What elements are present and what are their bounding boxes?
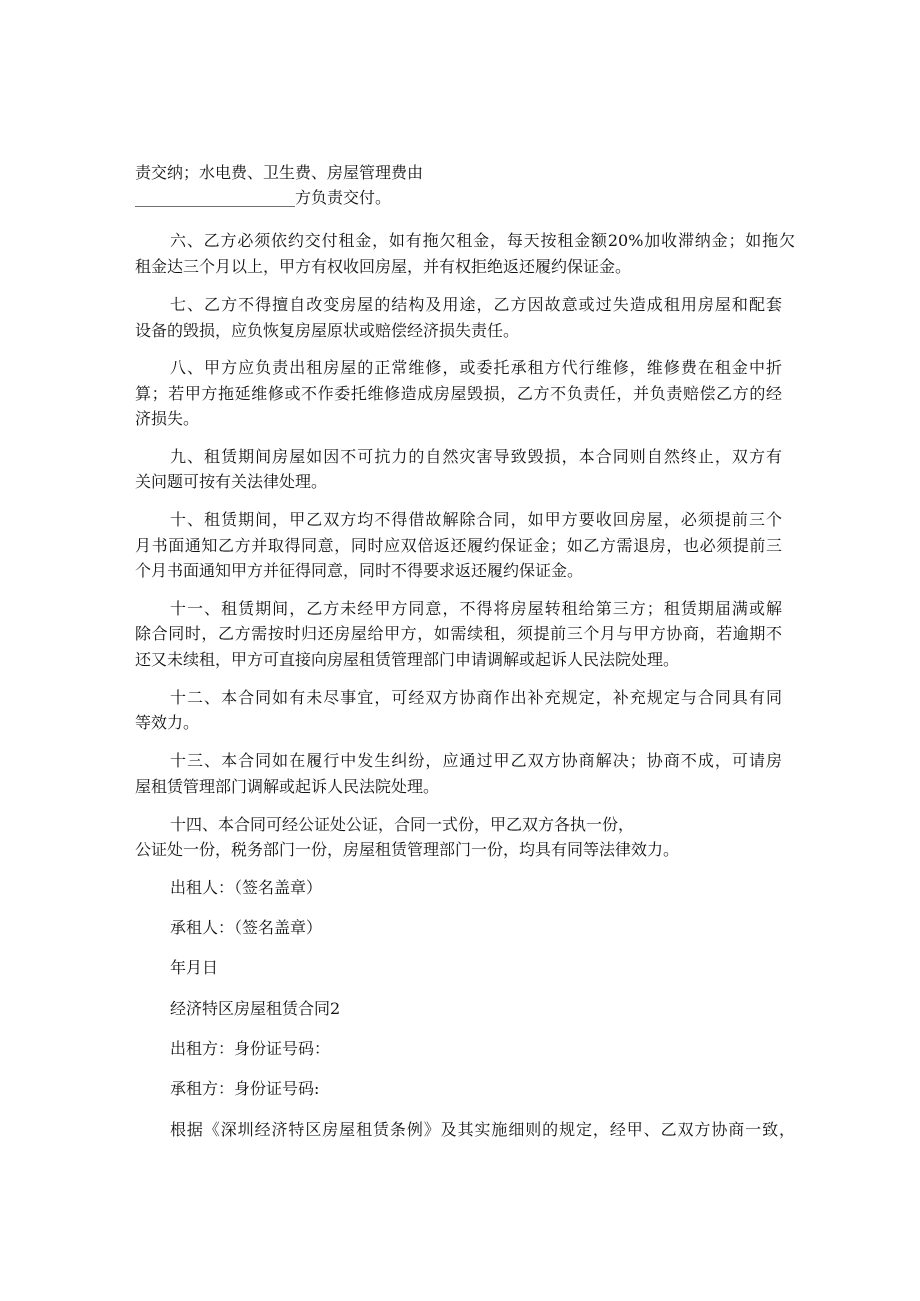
text-line: 七、乙方不得擅自改变房屋的结构及用途，乙方因故意或过失造成租用房屋和配套 xyxy=(170,295,782,314)
lessee-signature-line: 承租人：（签名盖章） xyxy=(170,918,323,937)
text-line: 责交纳；水电费、卫生费、房屋管理费由 xyxy=(135,163,424,182)
text-line: 设备的毁损，应负恢复房屋原状或赔偿经济损失责任。 xyxy=(135,321,520,340)
text-line: 还又未续租，甲方可直接向房屋租赁管理部门申请调解或起诉人民法院处理。 xyxy=(135,650,680,669)
text-line: 月书面通知乙方并取得同意，同时应双倍返还履约保证金；如乙方需退房，也必须提前三 xyxy=(135,536,782,555)
text-line: 个月书面通知甲方并征得同意，同时不得要求返还履约保证金。 xyxy=(135,561,584,580)
text-line: 公证处一份，税务部门一份，房屋租赁管理部门一份，均具有同等法律效力。 xyxy=(135,840,680,859)
text-line: ____________________方负责交付。 xyxy=(135,188,392,207)
text-line: 租金达三个月以上，甲方有权收回房屋，并有权拒绝返还履约保证金。 xyxy=(135,257,632,276)
text-line: 六、乙方必须依约交付租金，如有拖欠租金，每天按租金额20%加收滞纳金；如拖欠 xyxy=(170,231,795,250)
text-line: 十三、本合同如在履行中发生纠纷，应通过甲乙双方协商解决；协商不成，可请房 xyxy=(170,751,782,770)
section-title: 经济特区房屋租赁合同2 xyxy=(170,999,341,1018)
text-line: 等效力。 xyxy=(135,713,200,732)
lessee-id-line: 承租方：身份证号码: xyxy=(170,1079,320,1098)
text-line: 十二、本合同如有未尽事宜，可经双方协商作出补充规定，补充规定与合同具有同 xyxy=(170,688,782,707)
text-line: 屋租赁管理部门调解或起诉人民法院处理。 xyxy=(135,777,440,796)
lessor-signature-line: 出租人：（签名盖章） xyxy=(170,878,323,897)
text-line: 济损失。 xyxy=(135,409,200,428)
text-line: 十一、租赁期间，乙方未经甲方同意，不得将房屋转租给第三方；租赁期届满或解 xyxy=(170,599,782,618)
text-line: 九、租赁期间房屋如因不可抗力的自然灾害导致毁损，本合同则自然终止，双方有 xyxy=(170,447,782,466)
text-line: 根据《深圳经济特区房屋租赁条例》及其实施细则的规定，经甲、乙双方协商一致， xyxy=(170,1120,795,1139)
text-line: 十、租赁期间，甲乙双方均不得借故解除合同，如甲方要收回房屋，必须提前三个 xyxy=(170,510,782,529)
date-line: 年月日 xyxy=(170,958,219,977)
text-line: 算；若甲方拖延维修或不作委托维修造成房屋毁损，乙方不负责任，并负责赔偿乙方的经 xyxy=(135,384,782,403)
lessor-id-line: 出租方：身份证号码： xyxy=(170,1039,331,1058)
text-line: 十四、本合同可经公证处公证，合同一式份，甲乙双方各执一份， xyxy=(170,815,635,834)
text-line: 八、甲方应负责出租房屋的正常维修，或委托承租方代行维修，维修费在租金中折 xyxy=(170,358,782,377)
text-line: 关问题可按有关法律处理。 xyxy=(135,472,328,491)
text-line: 除合同时，乙方需按时归还房屋给甲方，如需续租，须提前三个月与甲方协商，若逾期不 xyxy=(135,624,782,643)
